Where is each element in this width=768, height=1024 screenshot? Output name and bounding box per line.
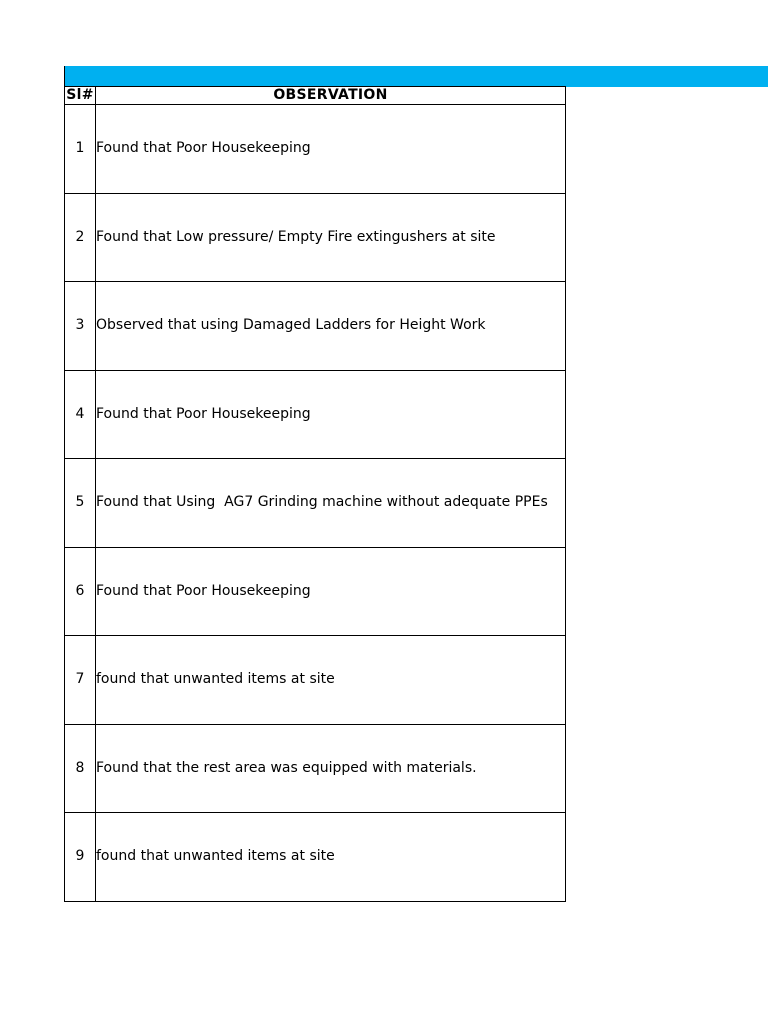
sl-number-cell: 9: [65, 813, 96, 902]
observation-cell: Found that the rest area was equipped with materials.: [96, 724, 566, 813]
observation-cell: Found that Poor Housekeeping: [96, 105, 566, 194]
sl-number-cell: 7: [65, 636, 96, 725]
observation-cell: Observed that using Damaged Ladders for Height Work: [96, 282, 566, 371]
header-bar-left-border: [64, 66, 65, 87]
observation-cell: Found that Using AG7 Grinding machine without adequate PPEs: [96, 459, 566, 548]
observation-table: [64, 86, 566, 902]
sl-number-cell: 2: [65, 193, 96, 282]
table-row: [65, 724, 566, 813]
sl-number-cell: 6: [65, 547, 96, 636]
table-row: [65, 813, 566, 902]
table-row: [65, 636, 566, 725]
table-row: [65, 282, 566, 371]
observation-cell: Found that Poor Housekeeping: [96, 547, 566, 636]
table-row: [65, 193, 566, 282]
observation-cell: Found that Poor Housekeeping: [96, 370, 566, 459]
sl-column-header: Sl#: [66, 86, 94, 103]
sl-number-cell: 1: [65, 105, 96, 194]
observation-column-header: OBSERVATION: [96, 87, 566, 105]
observation-cell: found that unwanted items at site: [96, 636, 566, 725]
table-row: [65, 370, 566, 459]
table-row: [65, 459, 566, 548]
observation-cell: Found that Low pressure/ Empty Fire extingushers at site: [96, 193, 566, 282]
sl-number-cell: 8: [65, 724, 96, 813]
table-row: [65, 105, 566, 194]
table-row: [65, 547, 566, 636]
sl-number-cell: 3: [65, 282, 96, 371]
sl-number-cell: 4: [65, 370, 96, 459]
observation-cell: found that unwanted items at site: [96, 813, 566, 902]
header-color-bar: [65, 66, 768, 87]
table-header-row: [65, 87, 566, 105]
sl-number-cell: 5: [65, 459, 96, 548]
